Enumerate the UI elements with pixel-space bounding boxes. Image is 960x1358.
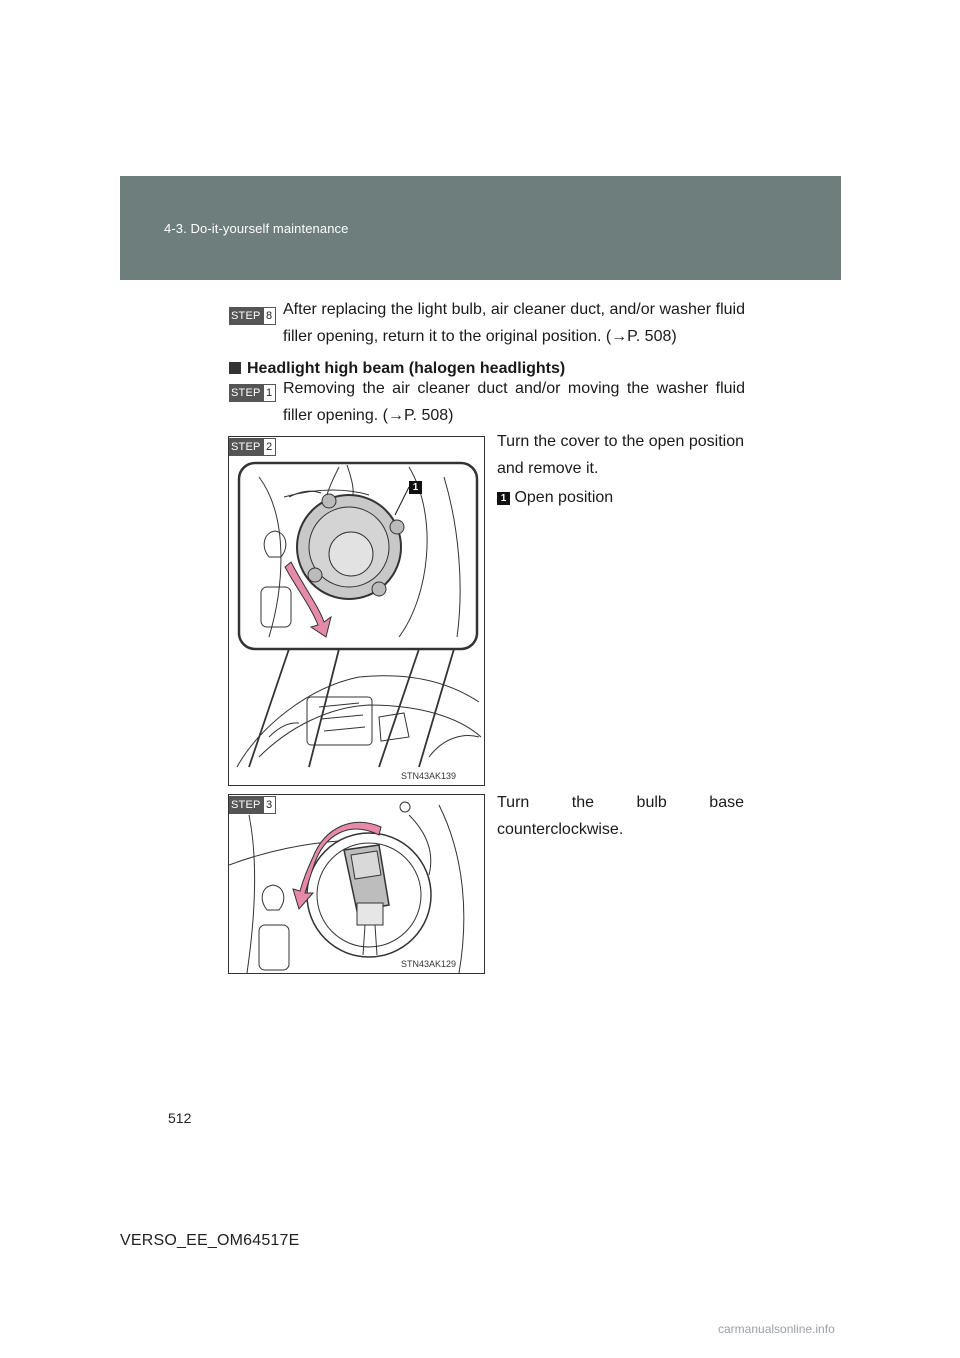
figure-open-cover [228, 436, 485, 786]
page-number: 512 [168, 1110, 192, 1126]
figure-turn-bulb-base [228, 794, 485, 974]
document-code: VERSO_EE_OM64517E [120, 1232, 300, 1249]
figure-code: STN43AK129 [401, 959, 457, 969]
callout-legend-marker: 1 [497, 492, 510, 505]
figure-code: STN43AK139 [401, 771, 457, 781]
section-header-band [120, 176, 841, 280]
bulb-base-illustration [229, 795, 485, 974]
step-word: STEP [229, 384, 263, 402]
step-3-text: Turn the bulb base counterclockwise. [497, 794, 744, 838]
step-badge-8 [229, 307, 276, 325]
step-number: 8 [263, 307, 276, 325]
callout-legend [497, 484, 744, 511]
step-8-text: After replacing the light bulb, air cleaner duct, and/or washer fluid filler opening, return it to the original position. (→P. 508) [283, 301, 745, 345]
step-number: 3 [263, 796, 276, 814]
square-bullet-icon [229, 362, 241, 374]
watermark: carmanualsonline.info [718, 1322, 835, 1336]
step-number: 2 [263, 438, 276, 456]
step-badge-3 [229, 796, 276, 814]
callout-marker-1: 1 [409, 481, 422, 494]
step-number: 1 [263, 384, 276, 402]
callout-legend-text: Open position [514, 489, 614, 506]
step-word: STEP [229, 438, 263, 456]
step-badge-2 [229, 438, 276, 456]
engine-bay-cover-illustration [229, 437, 485, 786]
step-badge-1 [229, 384, 276, 402]
section-heading-text: Headlight high beam (halogen headlights) [247, 360, 566, 377]
step-word: STEP [229, 307, 263, 325]
step-2-text: Turn the cover to the open position and remove it. [497, 433, 744, 477]
section-title: 4-3. Do-it-yourself maintenance [164, 221, 349, 236]
step-1-text: Removing the air cleaner duct and/or moving the washer fluid filler opening. (→P. 508) [283, 380, 745, 424]
step-word: STEP [229, 796, 263, 814]
